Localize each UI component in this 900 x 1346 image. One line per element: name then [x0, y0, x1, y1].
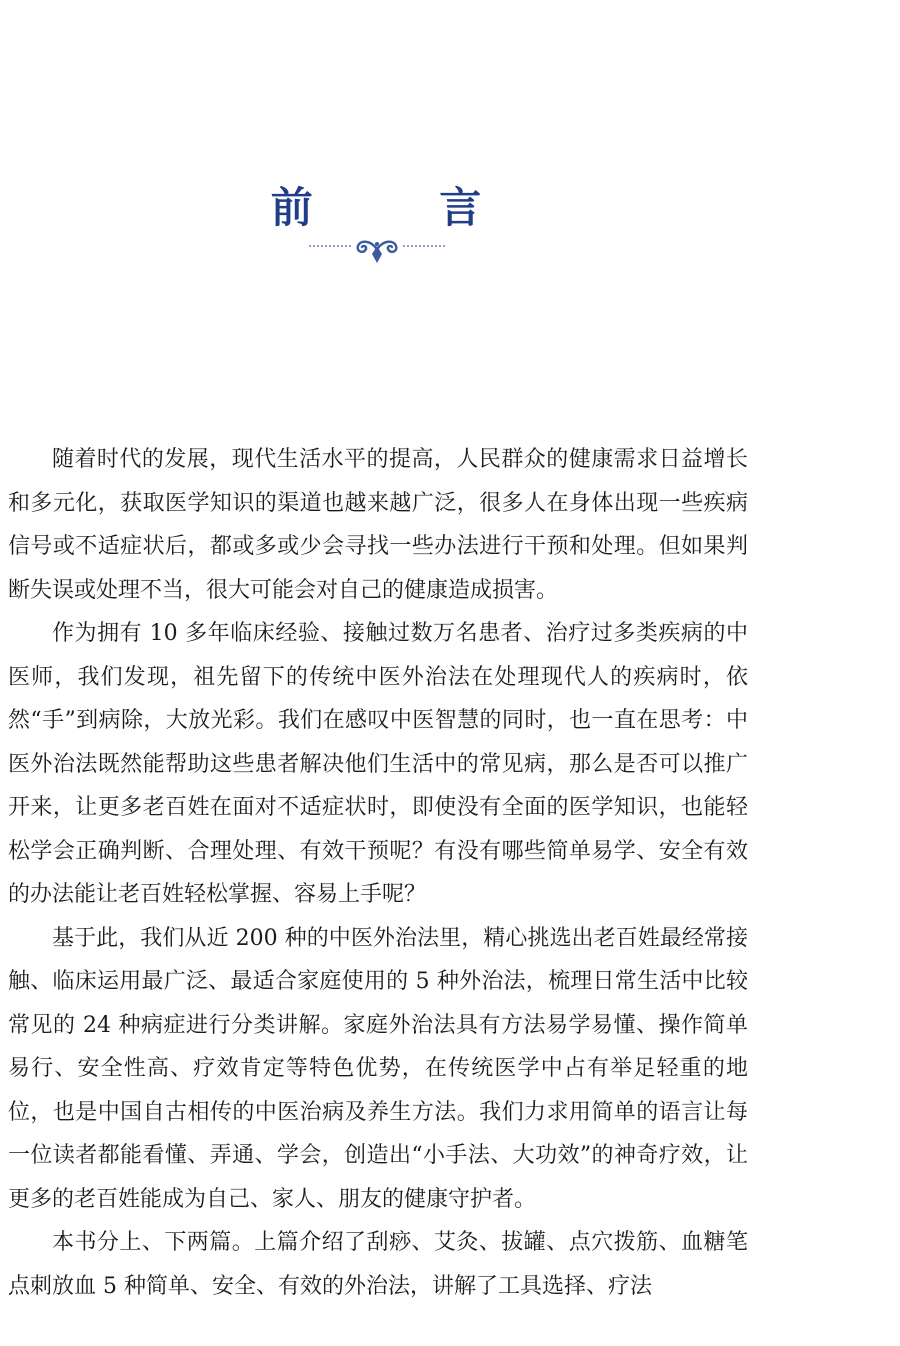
paragraph: 随着时代的发展，现代生活水平的提高，人民群众的健康需求日益增长和多元化，获取医学知识的渠道也越来越广泛，很多人在身体出现一些疾病信号或不适症状后，都或多或少会寻找一些办法进行干预和处理。但如果判断失误或处理不当，很大可能会对自己的健康造成损害。: [8, 447, 748, 603]
page-title: 前 言: [270, 183, 538, 232]
paragraph: 基于此，我们从近 200 种的中医外治法里，精心挑选出老百姓最经常接触、临床运用最广泛、最适合家庭使用的 5 种外治法，梳理日常生活中比较常见的 24 种病症进行分类讲解。家庭外治法具有方法易学易懂、操作简单易行、安全性高、疗效肯定等特色优势，在传统医学中占有举足轻重的地位，也是中国自古相传的中医治病及养生方法。我们力求用简单的语言让每一位读者都能看懂、弄通、学会，创造出“小手法、大功效”的神奇疗效，让更多的老百姓能成为自己、家人、朋友的健康守护者。: [8, 925, 748, 1212]
paragraph: 本书分上、下两篇。上篇介绍了刮痧、艾灸、拔罐、点穴拨筋、血糖笔点刺放血 5 种简单、安全、有效的外治法，讲解了工具选择、疗法: [8, 1230, 748, 1299]
paragraph: 作为拥有 10 多年临床经验、接触过数万名患者、治疗过多类疾病的中医师，我们发现，祖先留下的传统中医外治法在处理现代人的疾病时，依然“手”到病除，大放光彩。我们在感叹中医智慧的同时，也一直在思考：中医外治法既然能帮助这些患者解决他们生活中的常见病，那么是否可以推广开来，让更多老百姓在面对不适症状时，即使没有全面的医学知识，也能轻松学会正确判断、合理处理、有效干预呢？有没有哪些简单易学、安全有效的办法能让老百姓轻松掌握、容易上手呢？: [8, 621, 748, 907]
flourish-divider-icon: [306, 232, 448, 266]
preface-body: [8, 438, 748, 1308]
